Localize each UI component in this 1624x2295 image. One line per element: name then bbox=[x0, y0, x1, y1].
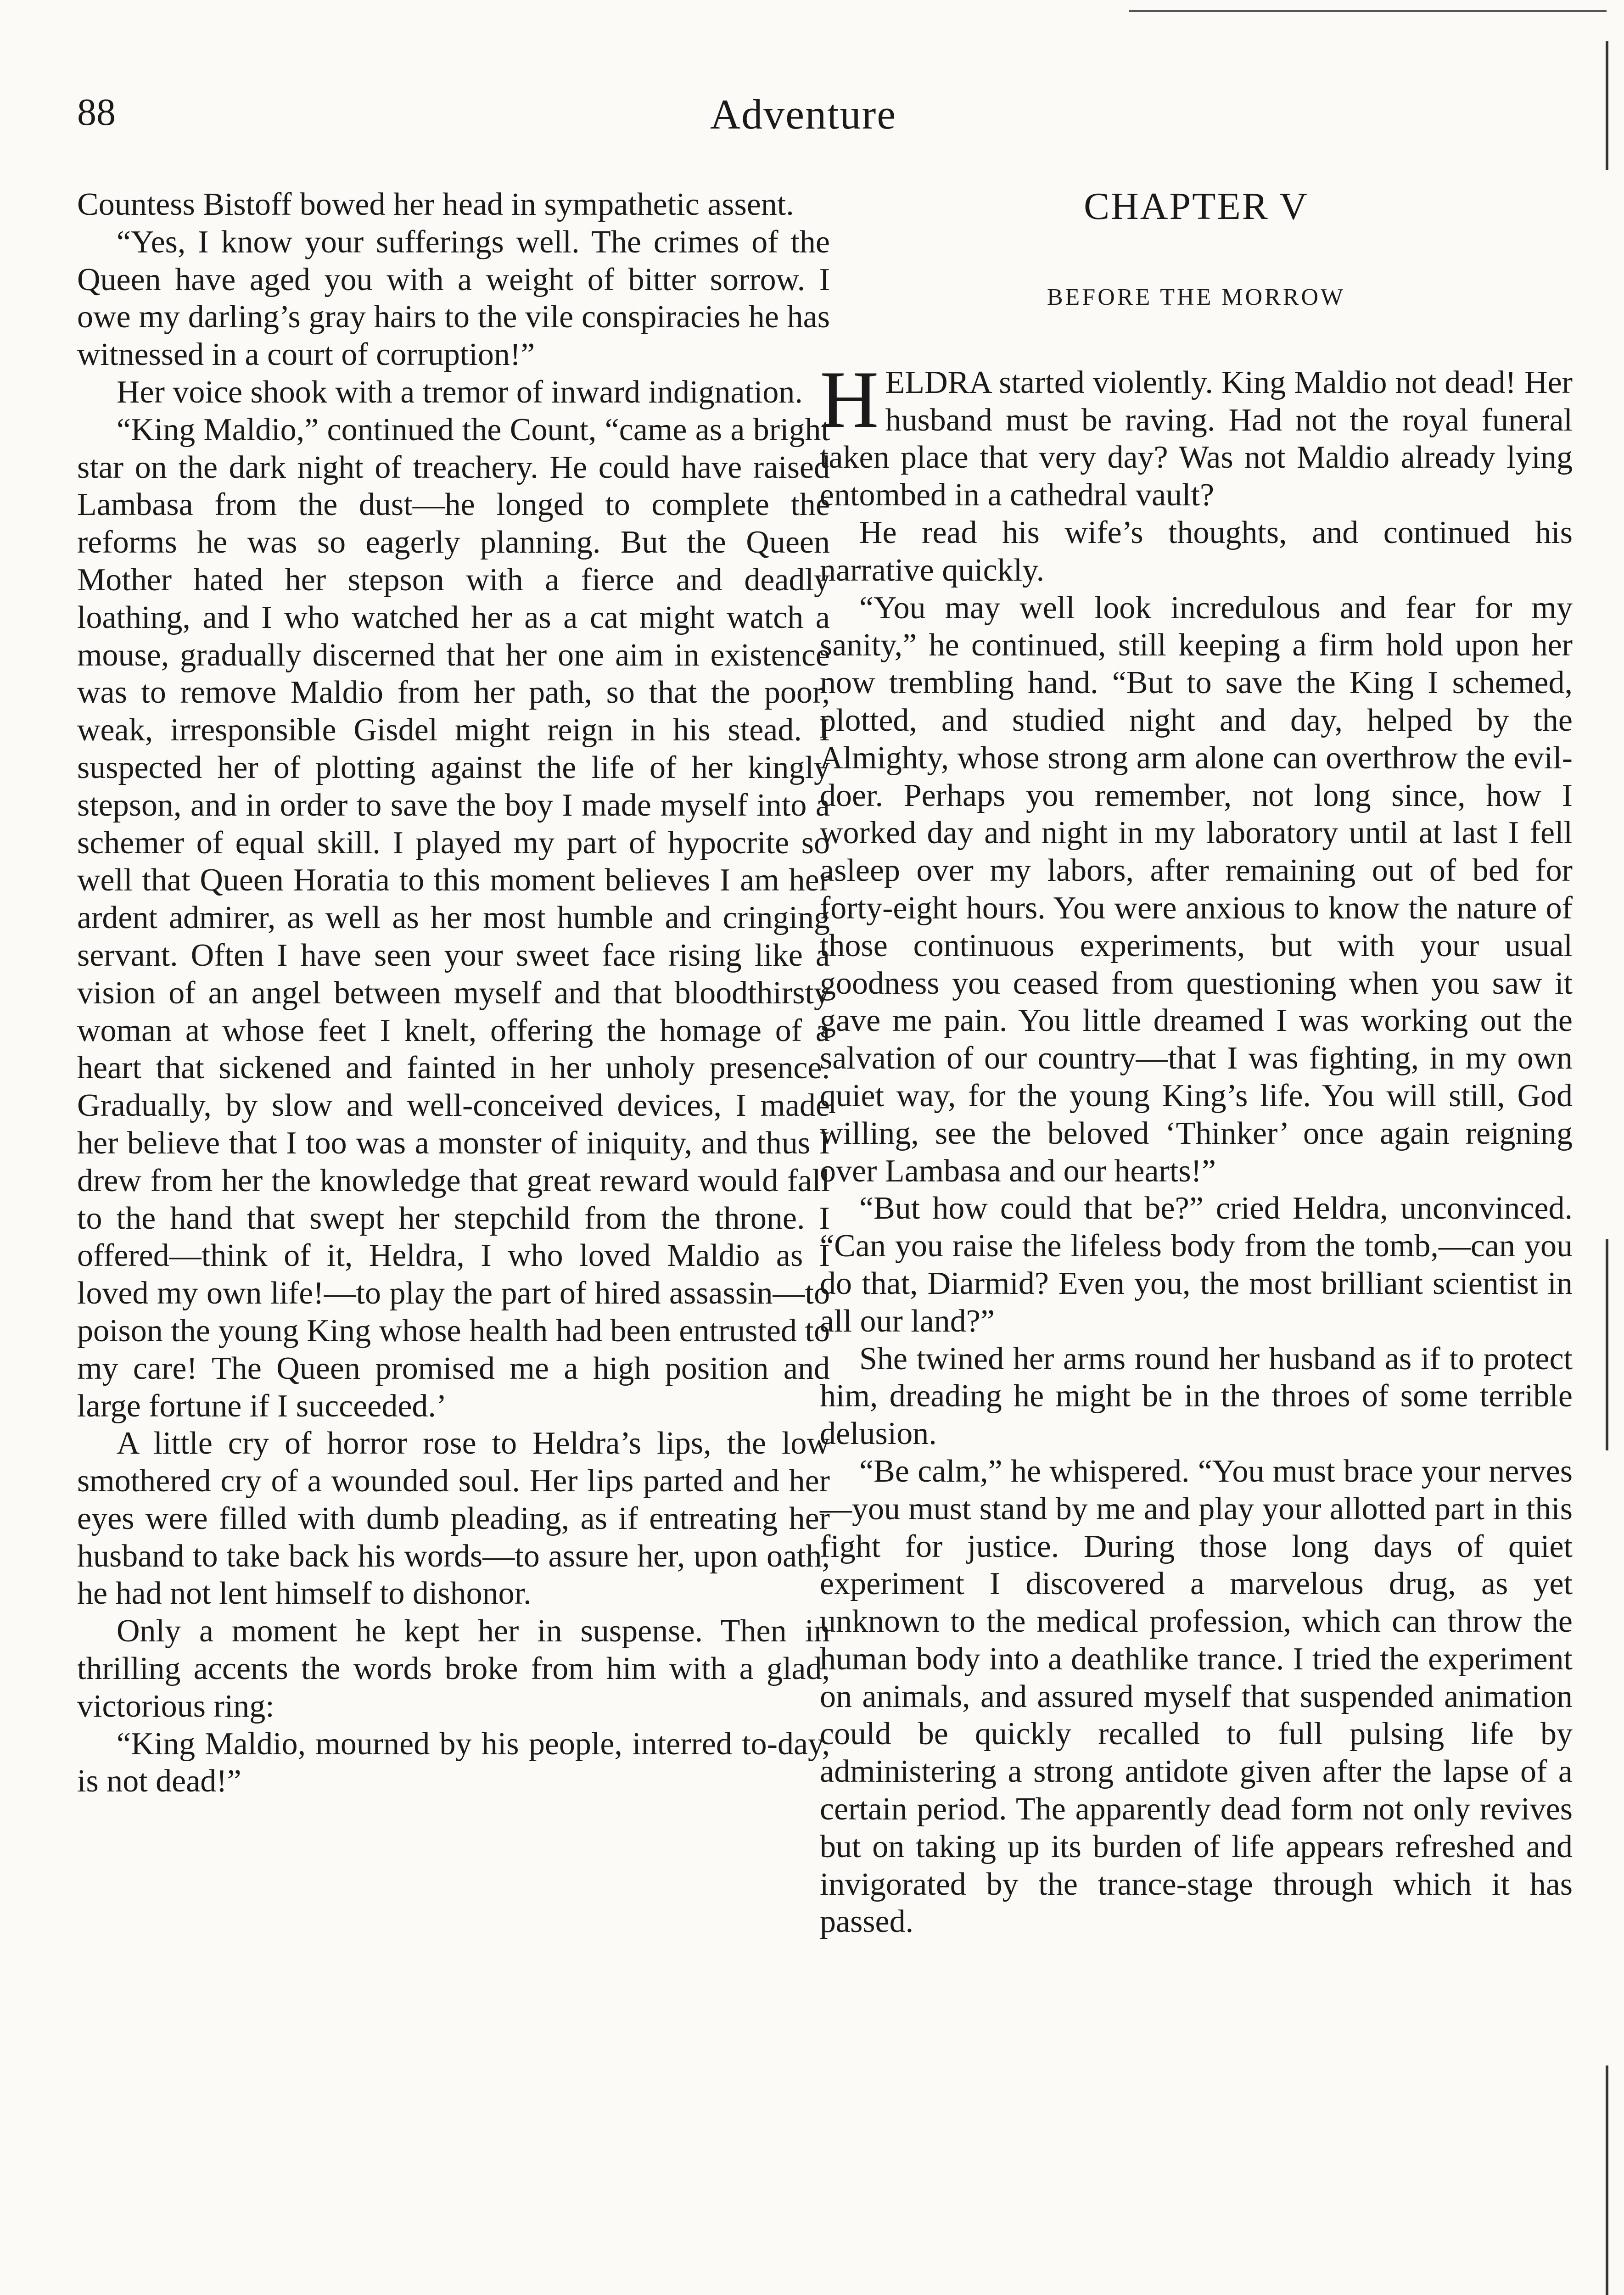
running-title: Adventure bbox=[710, 91, 897, 138]
paragraph: “But how could that be?” cried Heldra, unconvinced. “Can you raise the lifeless body from the tomb,—can you do that, Diarmid? Even you, the most brilliant scientist in all our land?” bbox=[820, 1191, 1573, 1339]
paragraph: “Be calm,” he whispered. “You must brace your nerves—you must stand by me and play your allotted part in this fight for justice. During those long days of quiet experiment I discovered a marvelous drug, as yet unknown to the medical profession, which can throw the human body into a deathlike trance. I tried the experiment on animals, and assured myself that suspended animation could be quickly recalled to full pulsing life by administering a strong antidote given after the lapse of a certain period. The apparently dead form not only revives but on taking up its burden of life appears refreshed and invigorated by the trance-stage through which it has passed. bbox=[820, 1453, 1573, 1940]
paragraph: “Yes, I know your sufferings well. The crimes of the Queen have aged you with a weight of bitter sorrow. I owe my darling’s gray hairs to the vile conspiracies he has witnessed in a court of corruption!” bbox=[77, 224, 830, 373]
page-number: 88 bbox=[77, 91, 116, 134]
left-column bbox=[77, 186, 830, 1800]
right-column bbox=[820, 186, 1573, 1941]
paragraph: “You may well look incredulous and fear for my sanity,” he continued, still keeping a firm hold upon her now trembling hand. “But to save the King I schemed, plotted, and studied night and day, helped by the Almighty, whose strong arm alone can overthrow the evil-doer. Perhaps you remember, not long since, how I worked day and night in my laboratory until at last I fell asleep over my labors, after remaining out of bed for forty-eight hours. You were anxious to know the nature of those continuous experiments, but with your usual goodness you ceased from questioning when you saw it gave me pain. You little dreamed I was working out the salvation of our country—that I was fighting, in my own quiet way, for the young King’s life. You will still, God willing, see the beloved ‘Thinker’ once again reigning over Lambasa and our hearts!” bbox=[820, 590, 1573, 1189]
chapter-opening-paragraph bbox=[820, 353, 1573, 514]
chapter-subtitle: BEFORE THE MORROW bbox=[1047, 284, 1346, 310]
paragraph: Only a moment he kept her in suspense. Then in thrilling accents the words broke from him with a glad, victorious ring: bbox=[77, 1613, 830, 1724]
drop-cap: H bbox=[820, 353, 879, 445]
edge-mark bbox=[1606, 41, 1608, 170]
paragraph: “King Maldio, mourned by his people, interred to-day, is not dead!” bbox=[77, 1726, 830, 1799]
edge-mark bbox=[1606, 2066, 1608, 2295]
opening-text: ELDRA started violently. King Maldio not dead! Her husband must be raving. Had not the royal funeral taken place that very day? Was not Maldio already lying entombed in a cathedral vault? bbox=[820, 364, 1573, 513]
paragraph: Her voice shook with a tremor of inward indignation. bbox=[117, 374, 803, 410]
paragraph: She twined her arms round her husband as if to protect him, dreading he might be in the throes of some terrible delusion. bbox=[820, 1341, 1573, 1452]
paragraph: He read his wife’s thoughts, and continued his narrative quickly. bbox=[820, 515, 1573, 588]
paragraph: Countess Bistoff bowed her head in sympathetic assent. bbox=[77, 187, 794, 222]
paragraph: “King Maldio,” continued the Count, “came as a bright star on the dark night of treachery. He could have raised Lambasa from the dust—he longed to complete the reforms he was so eagerly planning. But the Queen Mother hated her stepson with a fierce and deadly loathing, and I who watched her as a cat might watch a mouse, gradually discerned that her one aim in existence was to remove Maldio from her path, so that the poor, weak, irresponsible Gisdel might reign in his stead. I suspected her of plotting against the life of her kingly stepson, and in order to save the boy I made myself into a schemer of equal skill. I played my part of hypocrite so well that Queen Horatia to this moment believes I am her ardent admirer, as well as her most humble and cringing servant. Often I have seen your sweet face rising like a vision of an angel between myself and that bloodthirsty woman at whose feet I knelt, offering the homage of a heart that sickened and fainted in her unholy presence. Gradually, by slow and well-conceived devices, I made her believe that I too was a monster of iniquity, and thus I drew from her the knowledge that great reward would fall to the hand that swept her stepchild from the throne. I offered—think of it, Heldra, I who loved Maldio as I loved my own life!—to play the part of hired assassin—to poison the young King whose health had been entrusted to my care! The Queen promised me a high position and large fortune if I succeeded.’ bbox=[77, 412, 830, 1424]
edge-mark bbox=[1606, 1239, 1608, 1450]
chapter-title: CHAPTER V bbox=[1084, 185, 1309, 228]
paragraph: A little cry of horror rose to Heldra’s lips, the low smothered cry of a wounded soul. Her lips parted and her eyes were filled with dumb pleading, as if entreating her husband to take back his words—to assure her, upon oath, he had not lent himself to dishonor. bbox=[77, 1426, 830, 1612]
top-rule bbox=[1129, 10, 1607, 12]
